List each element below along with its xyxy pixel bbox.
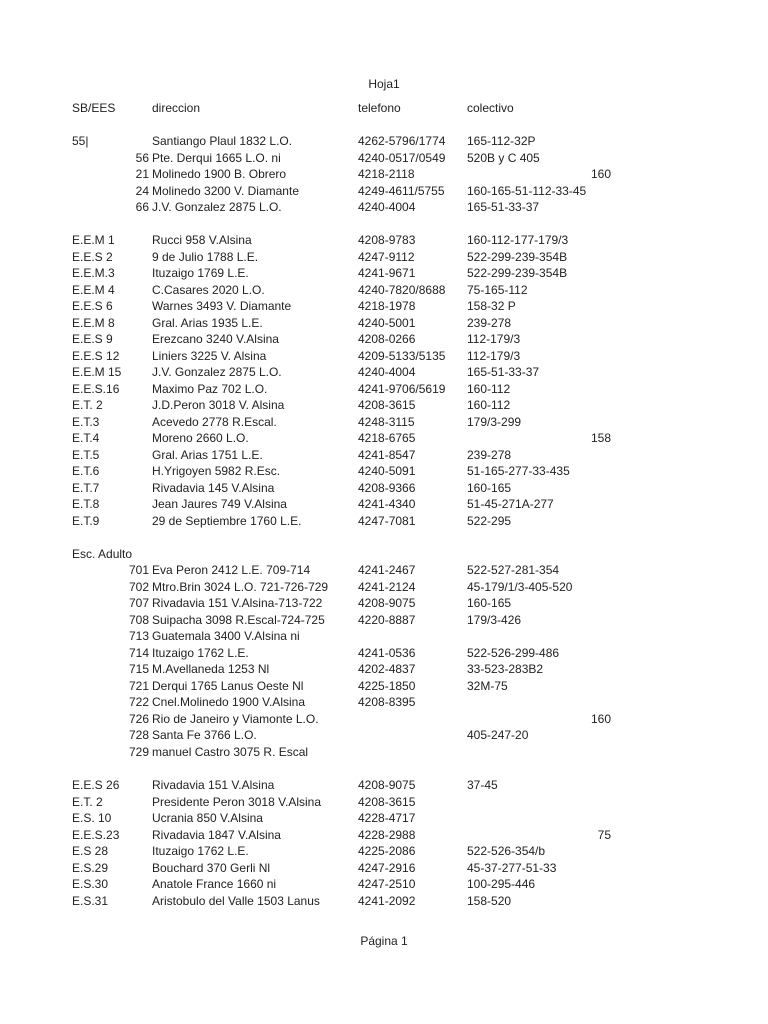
cell-direccion: Pte. Derqui 1665 L.O. ni (152, 150, 281, 165)
table-row (0, 744, 768, 761)
cell-colectivo: 75-165-112 (467, 282, 528, 297)
cell-colectivo: 239-278 (467, 315, 512, 330)
cell-telefono: 4209-5133/5135 (358, 348, 446, 363)
cell-direccion: Ituzaigo 1769 L.E. (152, 266, 249, 280)
cell-direccion: Ucrania 850 V.Alsina (152, 811, 263, 825)
cell-number: 726 (128, 711, 149, 726)
cell-direccion: Mtro.Brin 3024 L.O. 721-726-729 (152, 579, 329, 594)
cell-colectivo: 522-299-239-354B (467, 249, 568, 264)
cell-direccion: Guatemala 3400 V.Alsina ni (152, 629, 300, 643)
cell-code: E.E.S.23 (72, 827, 120, 842)
cell-colectivo-extra: 160 (590, 167, 611, 181)
table-row (0, 414, 768, 431)
cell-direccion: Rucci 958 V.Alsina (152, 233, 252, 247)
cell-direccion: J.D.Peron 3018 V. Alsina (152, 398, 285, 412)
cell-colectivo: 51-165-277-33-435 (467, 464, 570, 478)
cell-direccion: Rivadavia 151 V.Alsina-713-722 (152, 596, 323, 610)
cell-telefono: 4240-0517/0549 (358, 150, 446, 165)
section-label-adulto: Esc. Adulto (72, 547, 133, 561)
cell-number: 66 (135, 200, 149, 214)
cell-telefono: 4241-2124 (358, 579, 416, 594)
cell-telefono: 4248-3115 (358, 414, 415, 429)
cell-code: E.S.29 (72, 860, 109, 875)
table-row (0, 463, 768, 480)
cell-direccion: Molinedo 3200 V. Diamante (152, 183, 299, 198)
table-row (0, 727, 768, 744)
cell-number: 21 (135, 167, 149, 181)
cell-telefono: 4247-9112 (358, 249, 415, 264)
table-row (0, 513, 768, 530)
cell-direccion: Santiango Plaul 1832 L.O. (152, 134, 293, 148)
cell-telefono: 4249-4611/5755 (358, 183, 445, 198)
table-row (0, 265, 768, 282)
cell-telefono: 4241-0536 (358, 645, 416, 660)
table-row (0, 562, 768, 579)
cell-colectivo: 522-526-354/b (467, 844, 546, 858)
cell-telefono: 4240-4004 (358, 365, 416, 379)
cell-code: E.E.S 9 (72, 332, 113, 346)
cell-telefono: 4208-9075 (358, 596, 416, 610)
table-row (0, 133, 768, 150)
cell-code: E.E.M 1 (72, 233, 115, 247)
table-row (0, 628, 768, 645)
table-row (0, 166, 768, 183)
cell-number: 729 (128, 744, 149, 759)
cell-number: 56 (135, 150, 149, 165)
cell-direccion: Anatole France 1660 ni (152, 877, 277, 891)
sheet-title: Hoja1 (368, 77, 400, 91)
cell-code: E.E.S 2 (72, 249, 113, 264)
cell-telefono: 4208-8395 (358, 695, 416, 709)
table-row (0, 447, 768, 464)
cell-direccion: Suipacha 3098 R.Escal-724-725 (152, 612, 325, 627)
cell-telefono: 4225-2086 (358, 844, 416, 858)
cell-colectivo: 165-51-33-37 (467, 200, 540, 214)
cell-direccion: 29 de Septiembre 1760 L.E. (152, 513, 302, 528)
cell-colectivo: 160-112 (467, 398, 511, 412)
cell-colectivo: 520B y C 405 (467, 150, 540, 165)
cell-telefono: 4247-7081 (358, 513, 416, 528)
table-row (0, 331, 768, 348)
cell-telefono: 4247-2916 (358, 860, 416, 875)
cell-code: E.E.M 8 (72, 315, 115, 330)
table-row (0, 348, 768, 365)
cell-code: E.T.7 (72, 480, 100, 495)
cell-code: E.T.5 (72, 447, 100, 462)
cell-colectivo: 160-112-177-179/3 (467, 233, 569, 247)
cell-colectivo-extra: 158 (590, 431, 611, 445)
cell-telefono: 4228-2988 (358, 827, 416, 842)
table-row (0, 661, 768, 678)
cell-telefono: 4218-1978 (358, 299, 416, 313)
cell-code: E.T. 2 (72, 398, 103, 412)
cell-number: 722 (128, 695, 149, 709)
cell-colectivo: 45-179/1/3-405-520 (467, 579, 573, 594)
cell-direccion: Rivadavia 145 V.Alsina (152, 480, 275, 495)
cell-code: E.E.S.16 (72, 381, 120, 396)
table-row (0, 860, 768, 877)
cell-colectivo: 165-51-33-37 (467, 365, 540, 379)
cell-telefono: 4241-8547 (358, 447, 416, 462)
cell-telefono: 4218-6765 (358, 431, 416, 445)
cell-number: 714 (128, 645, 149, 660)
cell-number: 702 (128, 579, 149, 594)
cell-telefono: 4208-9783 (358, 233, 416, 247)
cell-code: E.E.S 12 (72, 348, 120, 363)
cell-direccion: Cnel.Molinedo 1900 V.Alsina (152, 695, 305, 709)
table-row (0, 480, 768, 497)
cell-direccion: Gral. Arias 1751 L.E. (152, 447, 263, 462)
cell-direccion: J.V. Gonzalez 2875 L.O. (152, 365, 282, 379)
cell-direccion: Gral. Arias 1935 L.E. (152, 315, 263, 330)
cell-telefono: 4218-2118 (358, 167, 415, 181)
table-row (0, 777, 768, 794)
cell-direccion: C.Casares 2020 L.O. (152, 282, 265, 297)
header-telefono: telefono (358, 101, 401, 115)
cell-code: E.S.31 (72, 893, 109, 908)
table-row (0, 694, 768, 711)
cell-code: E.E.S 6 (72, 299, 113, 313)
table-row (0, 579, 768, 596)
cell-telefono: 4241-2092 (358, 893, 416, 908)
table-row (0, 183, 768, 200)
page-footer: Página 1 (360, 934, 408, 948)
cell-direccion: Presidente Peron 3018 V.Alsina (152, 794, 322, 809)
cell-colectivo: 522-295 (467, 513, 512, 528)
cell-direccion: M.Avellaneda 1253 Nl (152, 662, 270, 676)
cell-telefono: 4208-9366 (358, 480, 416, 495)
cell-direccion: Aristobulo del Valle 1503 Lanus (152, 893, 320, 908)
cell-direccion: Erezcano 3240 V.Alsina (152, 332, 279, 346)
table-row (0, 315, 768, 332)
cell-direccion: Santa Fe 3766 L.O. (152, 728, 257, 742)
cell-colectivo: 160-165 (467, 480, 512, 495)
table-row (0, 397, 768, 414)
cell-telefono: 4241-4340 (358, 497, 416, 511)
cell-code: E.E.M.3 (72, 266, 115, 280)
cell-number: 707 (128, 596, 149, 610)
table-row (0, 150, 768, 167)
cell-direccion: Eva Peron 2412 L.E. 709-714 (152, 563, 311, 577)
table-row (0, 843, 768, 860)
cell-colectivo-extra: 160 (590, 711, 611, 726)
table-row (0, 364, 768, 381)
cell-code: E.T.6 (72, 464, 100, 478)
cell-telefono: 4241-9671 (358, 266, 416, 280)
table-row (0, 298, 768, 315)
cell-code: E.S 28 (72, 844, 109, 858)
cell-colectivo: 158-520 (467, 893, 512, 908)
table-row (0, 232, 768, 249)
cell-telefono: 4241-9706/5619 (358, 381, 446, 396)
header-code: SB/EES (72, 101, 116, 115)
cell-code: E.E.M 4 (72, 282, 115, 297)
cell-direccion: Molinedo 1900 B. Obrero (152, 167, 287, 181)
cell-number: 701 (128, 563, 149, 577)
cell-code: E.E.S 26 (72, 778, 120, 792)
cell-code: E.S. 10 (72, 811, 112, 825)
table-row (0, 810, 768, 827)
cell-direccion: H.Yrigoyen 5982 R.Esc. (152, 464, 281, 478)
cell-colectivo: 45-37-277-51-33 (467, 860, 557, 875)
cell-code: E.T.9 (72, 513, 100, 528)
cell-direccion: Moreno 2660 L.O. (152, 431, 249, 445)
cell-telefono: 4220-8887 (358, 612, 416, 627)
cell-direccion: Liniers 3225 V. Alsina (152, 348, 267, 363)
cell-code: E.T.3 (72, 414, 100, 429)
cell-colectivo: 160-112 (467, 381, 511, 396)
table-row (0, 282, 768, 299)
cell-telefono: 4240-5091 (358, 464, 416, 478)
cell-telefono: 4240-7820/8688 (358, 282, 446, 297)
table-row (0, 711, 768, 728)
table-row (0, 893, 768, 910)
table-row (0, 794, 768, 811)
header-row (0, 100, 768, 117)
cell-direccion: 9 de Julio 1788 L.E. (152, 249, 259, 264)
cell-number: 713 (128, 629, 149, 643)
cell-number: 721 (128, 678, 149, 693)
cell-telefono: 4208-0266 (358, 332, 416, 346)
cell-direccion: J.V. Gonzalez 2875 L.O. (152, 200, 282, 214)
cell-colectivo: 112-179/3 (467, 332, 521, 346)
cell-colectivo: 405-247-20 (467, 728, 529, 742)
cell-code: E.E.M 15 (72, 365, 122, 379)
header-direccion: direccion (152, 101, 201, 115)
cell-telefono: 4202-4837 (358, 662, 416, 676)
cell-direccion: Rivadavia 151 V.Alsina (152, 778, 275, 792)
table-row (0, 496, 768, 513)
cell-colectivo: 51-45-271A-277 (467, 497, 554, 511)
cell-colectivo: 33-523-283B2 (467, 662, 544, 676)
cell-number: 708 (128, 612, 149, 627)
cell-colectivo: 100-295-446 (467, 877, 536, 891)
cell-telefono: 4225-1850 (358, 678, 416, 693)
cell-code: E.T. 2 (72, 794, 103, 809)
cell-direccion: Bouchard 370 Gerli Nl (152, 860, 271, 875)
cell-telefono: 4208-3615 (358, 398, 416, 412)
cell-direccion: Acevedo 2778 R.Escal. (152, 414, 277, 429)
cell-code: 55| (72, 134, 89, 148)
table-row (0, 612, 768, 629)
cell-colectivo: 158-32 P (467, 299, 516, 313)
cell-direccion: Rio de Janeiro y Viamonte L.O. (152, 711, 319, 726)
cell-code: E.S.30 (72, 877, 109, 891)
cell-colectivo: 160-165 (467, 596, 512, 610)
cell-number: 24 (135, 183, 149, 198)
cell-colectivo: 112-179/3 (467, 348, 521, 363)
cell-colectivo: 37-45 (467, 778, 498, 792)
cell-code: E.T.8 (72, 497, 100, 511)
header-colectivo: colectivo (467, 101, 514, 115)
cell-colectivo: 179/3-299 (467, 414, 522, 429)
cell-telefono: 4240-4004 (358, 200, 416, 214)
cell-colectivo-extra: 75 (597, 827, 611, 842)
cell-colectivo: 160-165-51-112-33-45 (467, 183, 587, 198)
table-row (0, 678, 768, 695)
cell-direccion: Derqui 1765 Lanus Oeste Nl (152, 678, 304, 693)
cell-telefono: 4247-2510 (358, 877, 416, 891)
cell-code: E.T.4 (72, 431, 100, 445)
cell-colectivo: 522-526-299-486 (467, 645, 560, 660)
table-row (0, 876, 768, 893)
cell-number: 715 (128, 662, 149, 676)
cell-telefono: 4208-3615 (358, 794, 416, 809)
cell-direccion: Maximo Paz 702 L.O. (152, 381, 268, 396)
cell-telefono: 4228-4717 (358, 811, 416, 825)
table-row (0, 595, 768, 612)
table-row (0, 249, 768, 266)
cell-direccion: Ituzaigo 1762 L.E. (152, 645, 249, 660)
table-row (0, 430, 768, 447)
table-row (0, 381, 768, 398)
cell-direccion: Ituzaigo 1762 L.E. (152, 844, 249, 858)
cell-direccion: Rivadavia 1847 V.Alsina (152, 827, 281, 842)
table-row (0, 199, 768, 216)
cell-colectivo: 522-527-281-354 (467, 563, 560, 577)
cell-colectivo: 179/3-426 (467, 612, 522, 627)
cell-telefono: 4241-2467 (358, 563, 416, 577)
cell-telefono: 4240-5001 (358, 315, 416, 330)
cell-telefono: 4208-9075 (358, 778, 416, 792)
cell-colectivo: 32M-75 (467, 678, 508, 693)
cell-direccion: manuel Castro 3075 R. Escal (152, 744, 309, 759)
cell-direccion: Jean Jaures 749 V.Alsina (152, 497, 287, 511)
cell-colectivo: 239-278 (467, 447, 512, 462)
cell-number: 728 (128, 728, 149, 742)
cell-telefono: 4262-5796/1774 (358, 134, 446, 148)
cell-colectivo: 165-112-32P (467, 134, 536, 148)
cell-direccion: Warnes 3493 V. Diamante (152, 299, 292, 313)
table-row (0, 827, 768, 844)
table-row (0, 645, 768, 662)
cell-colectivo: 522-299-239-354B (467, 266, 568, 280)
